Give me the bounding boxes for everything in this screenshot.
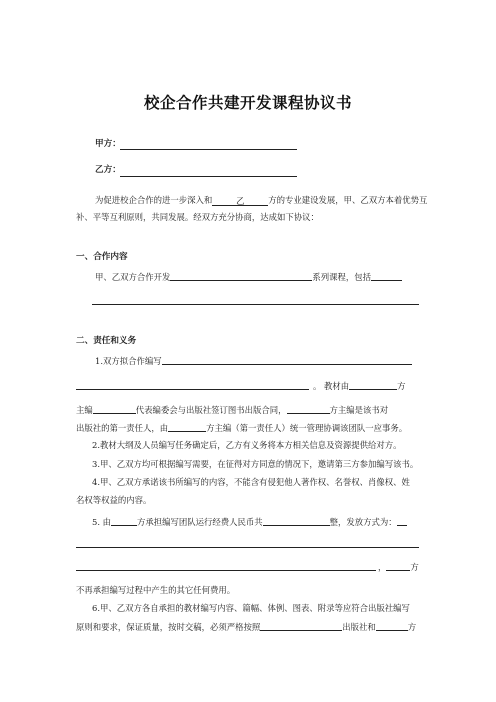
clause-5-text-e: 方 xyxy=(410,562,419,572)
clause-5-party-fill-2 xyxy=(386,561,410,571)
clause-5-line-1 xyxy=(92,516,407,528)
party-a-fill-line xyxy=(120,149,297,150)
section-1-course-fill xyxy=(170,271,312,281)
clause-1-text-h: 方主编（第一责任人）统一管理协调该团队一应事务。 xyxy=(206,423,408,433)
clause-5-method-fill xyxy=(397,516,407,526)
clause-5-amount-fill xyxy=(263,516,330,526)
clause-6-line-2 xyxy=(76,621,416,633)
clause-5-text-d: ， xyxy=(378,562,387,572)
clause-1-text-a: 1.双方拟合作编写 xyxy=(95,356,162,366)
clause-6-text-a: 原则和要求，保证质量，按时交稿，必须严格按照 xyxy=(76,622,261,632)
clause-1-textbook-fill xyxy=(162,355,412,365)
clause-1-text-c: 方 xyxy=(397,381,406,391)
clause-1-text-g: 出版社的第一责任人，由 xyxy=(76,423,169,433)
clause-1-line-4 xyxy=(76,422,407,434)
document-title: 校企合作共建开发课程协议书 xyxy=(143,94,352,112)
clause-1-fill-line-2 xyxy=(76,389,309,390)
intro-text-b: 方的专业建设发展，甲、乙双方本着优势互 xyxy=(268,195,428,205)
clause-1-line-1 xyxy=(95,355,412,367)
clause-1-line-3 xyxy=(76,404,388,416)
party-b-label: 乙方： xyxy=(95,165,121,175)
intro-fill-party xyxy=(212,196,268,206)
clause-5-line-3-end xyxy=(378,561,419,573)
section-1-include-fill xyxy=(371,271,402,281)
clause-1-text-e: 代表编委会与出版社签订图书出版合同， xyxy=(135,405,287,415)
clause-6-text-c: 方 xyxy=(407,622,417,632)
intro-line-2: 补、平等互利原则，共同发展。经双方充分协商，达成如下协议： xyxy=(76,212,319,222)
clause-1-text-d: 主编 xyxy=(76,405,93,415)
clause-1-text-b: 。 教材由 xyxy=(313,381,350,391)
section-1-fill-line-2 xyxy=(92,304,419,305)
clause-5-fill-line-2 xyxy=(76,547,419,548)
clause-1-party-fill xyxy=(287,404,330,414)
clause-1-manager-fill xyxy=(168,422,206,432)
clause-1-editor-fill xyxy=(349,380,397,390)
clause-5-text-c: 整，发放方式为： xyxy=(329,517,397,527)
intro-fill-text: 乙 xyxy=(236,196,245,206)
clause-5-text-a: 5. 由 xyxy=(92,517,112,527)
clause-5-text-b: 方承担编写团队运行经费人民币共 xyxy=(137,517,263,527)
clause-5-fill-line-3 xyxy=(76,570,376,571)
section-1-text-a: 甲、乙双方合作开发 xyxy=(95,272,171,282)
clause-4-line-2: 名权等权益的内容。 xyxy=(76,495,152,505)
clause-6-line-1: 6.甲、乙双方各自承担的教材编写内容、篇幅、体例、图表、附录等应符合出版社编写 xyxy=(92,603,410,613)
clause-6-text-b: 出版社和 xyxy=(342,622,376,632)
intro-text-a: 为促进校企合作的进一步深入和 xyxy=(95,195,213,205)
clause-4-line-1: 4.甲、乙双方承诺该书所编写的内容，不能含有侵犯他人著作权、名誉权、肖像权、姓 xyxy=(92,477,410,487)
intro-line-1 xyxy=(95,195,427,206)
section-1-heading: 一、合作内容 xyxy=(76,252,128,262)
clause-1-line-2-end xyxy=(313,380,406,392)
clause-5-party-fill xyxy=(111,516,137,526)
clause-6-party-fill xyxy=(376,621,408,631)
clause-1-chief-fill xyxy=(93,404,136,414)
section-2-heading: 二、责任和义务 xyxy=(76,336,137,346)
clause-1-text-f: 方主编是该书对 xyxy=(329,405,389,415)
clause-2: 2.教材大纲及人员编写任务确定后，乙方有义务将本方相关信息及资源提供给对方。 xyxy=(92,440,402,450)
section-1-line-1 xyxy=(95,271,402,283)
section-1-text-b: 系列课程，包括 xyxy=(312,272,371,282)
party-a-label: 甲方： xyxy=(95,139,121,149)
clause-5-line-4: 不再承担编写过程中产生的其它任何费用。 xyxy=(76,585,236,595)
party-b-fill-line xyxy=(120,176,297,177)
clause-3: 3.甲、乙双方均可根据编写需要，在征得对方同意的情况下，邀请第三方参加编写该书。 xyxy=(92,459,419,469)
clause-6-publisher-fill xyxy=(260,621,342,631)
